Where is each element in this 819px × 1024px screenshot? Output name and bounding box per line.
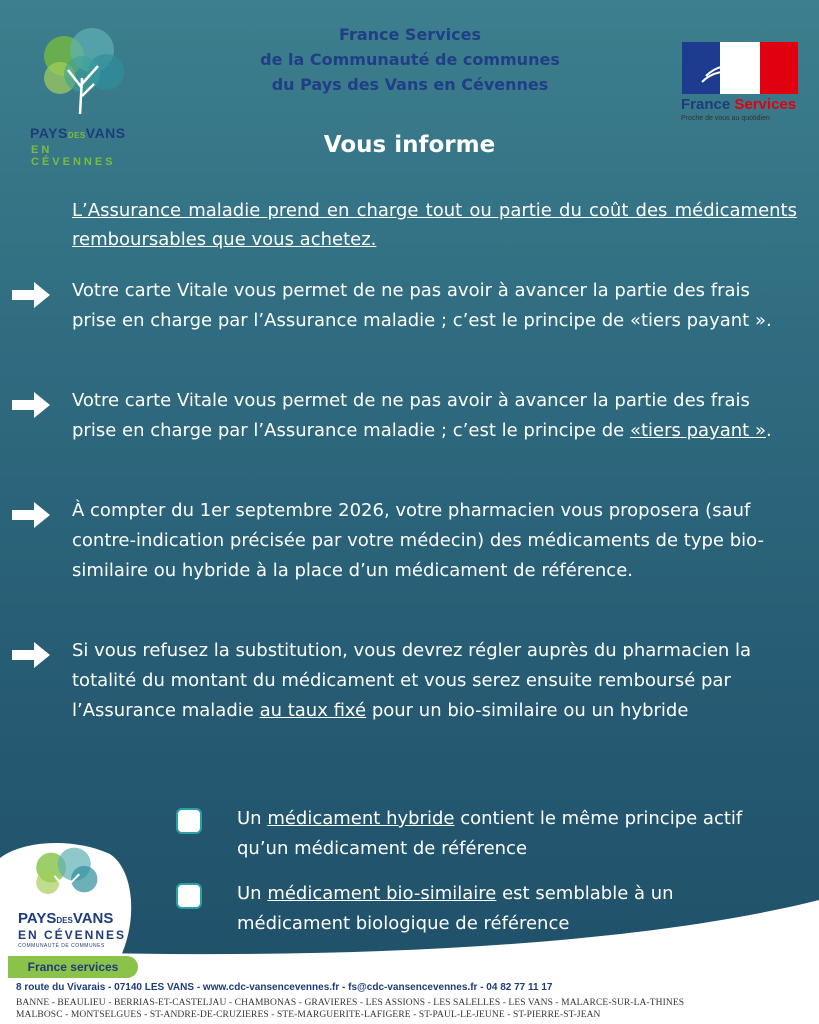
medicament-bio-similaire-link[interactable]: médicament bio-similaire — [267, 883, 497, 904]
info-point-1: Votre carte Vitale vous permet de ne pas avoir à avancer la partie des frais prise en charge par l’Assurance maladie ; c’est le principe de «tiers payant ». — [72, 280, 772, 331]
note-bio-similaire: Un médicament bio-similaire est semblable à un médicament biologique de référence — [237, 883, 674, 934]
checkbox-hybride[interactable] — [176, 808, 202, 834]
tree-icon — [34, 26, 130, 116]
brand-tagline: Proche de vous au quotidien — [681, 115, 770, 122]
footer-address: 8 route du Vivarais - 07140 LES VANS - www.cdc-vansencevennes.fr - fs@cdc-vansencevennes.fr - 04 82 77 11 17 — [16, 982, 553, 993]
note-hybride: Un médicament hybride contient le même principe actif qu’un médicament de référence — [237, 808, 743, 859]
tree-icon — [26, 846, 106, 904]
footer-pays-des-vans-logo — [0, 840, 134, 958]
medicament-hybride-link[interactable]: médicament hybride — [267, 808, 455, 829]
footer-logo-name-line3: COMMUNAUTÉ DE COMMUNES — [18, 943, 105, 949]
arrow-right-icon — [10, 390, 52, 420]
pays-des-vans-logo — [18, 20, 133, 168]
france-services-badge: France services — [8, 956, 138, 978]
header-title: France Services de la Communauté de communes du Pays des Vans en Cévennes — [260, 25, 560, 94]
footer-logo-name-line2: EN CÉVENNES — [18, 928, 127, 942]
logo-name-line1: PAYSDESVANS — [30, 125, 126, 141]
info-point-2: Votre carte Vitale vous permet de ne pas avoir à avancer la partie des frais prise en charge par l’Assurance maladie ; c’est le principe de «tiers payant ». — [72, 390, 772, 441]
intro-text: L’Assurance maladie prend en charge tout ou partie du coût des médicaments remboursables que vous achetez. — [72, 200, 797, 250]
info-point-4: Si vous refusez la substitution, vous devrez régler auprès du pharmacien la totalité du montant du médicament et vous serez ensuite remboursé par l’Assurance maladie au taux fixé pour un bio-similaire ou un hybride — [72, 640, 752, 721]
footer-towns-line1: BANNE - BEAULIEU - BERRIAS-ET-CASTELJAU - CHAMBONAS - GRAVIERES - LES ASSIONS - LES SALELLES - LES VANS - MALARCE-SUR-LA-THINES — [16, 998, 685, 1008]
brand-name: France Services — [681, 96, 797, 113]
marianne-flag-icon — [682, 42, 798, 94]
arrow-right-icon — [10, 500, 52, 530]
footer-logo-name-line1: PAYSDESVANS — [18, 910, 114, 927]
logo-name-line2: EN CÉVENNES — [31, 144, 116, 168]
info-point-3: À compter du 1er septembre 2026, votre pharmacien vous proposera (sauf contre-indication précisée par votre médecin) des médicaments de type bio-similaire ou hybride à la place d’un médicament de référence. — [72, 500, 764, 581]
arrow-right-icon — [10, 280, 52, 310]
footer-towns-line2: MALBOSC - MONTSELGUES - ST-ANDRE-DE-CRUZIERES - STE-MARGUERITE-LAFIGERE - ST-PAUL-LE-JEUNE - ST-PIERRE-ST-JEAN — [16, 1010, 601, 1020]
taux-fixe-link[interactable]: au taux fixé — [259, 700, 367, 721]
arrow-right-icon — [10, 640, 52, 670]
page-subtitle: Vous informe — [323, 132, 496, 158]
tiers-payant-link[interactable]: «tiers payant » — [629, 420, 766, 441]
france-services-logo — [678, 40, 800, 126]
